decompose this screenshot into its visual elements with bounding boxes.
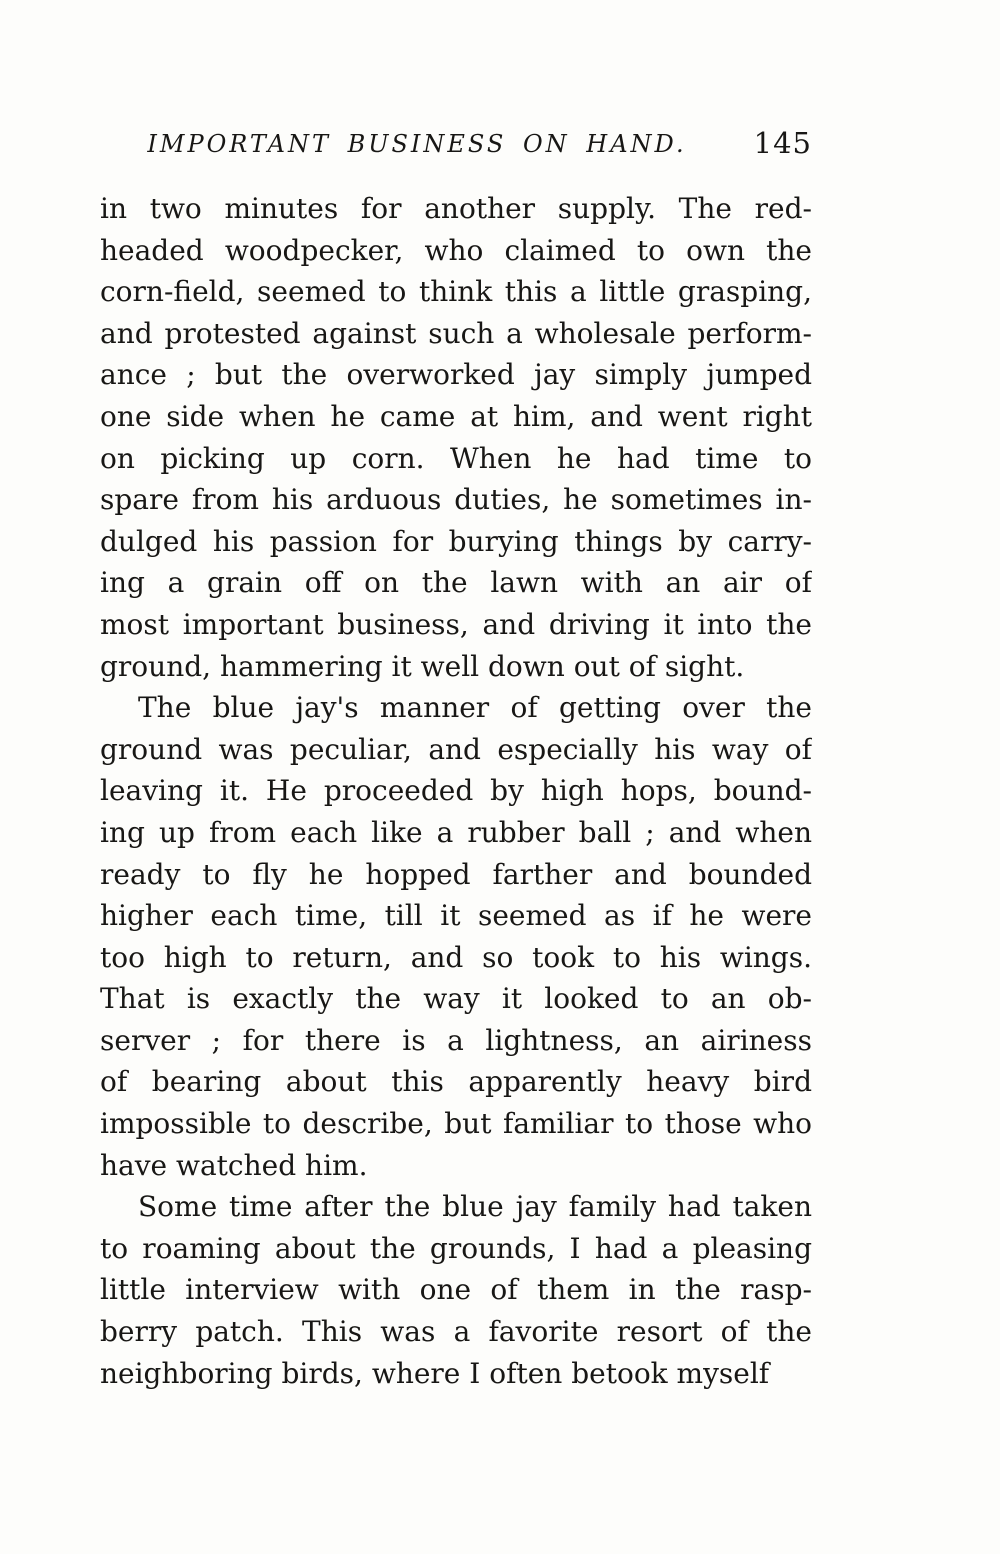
text-line: ready to fly he hopped farther and bounded [100,857,812,891]
text-line: headed woodpecker, who claimed to own the [100,233,812,267]
text-line: higher each time, till it seemed as if he were [100,899,812,933]
page-header [100,126,812,166]
text-line: Some time after the blue jay family had taken [138,1190,812,1224]
book-page [100,0,812,1394]
text-line: ground, hammering it well down out of sight. [100,649,745,683]
text-line: have watched him. [100,1148,368,1182]
text-line: dulged his passion for burying things by carry- [100,524,812,558]
text-line: too high to return, and so took to his wings. [100,940,812,974]
text-line: one side when he came at him, and went right [100,399,812,433]
page-body [100,188,812,1394]
text-line: neighboring birds, where I often betook myself [100,1356,770,1390]
text-line: leaving it. He proceeded by high hops, bound- [100,774,812,808]
text-line: impossible to describe, but familiar to those who [100,1107,812,1141]
text-line: and protested against such a wholesale perform- [100,316,812,350]
text-line: ground was peculiar, and especially his way of [100,732,812,766]
text-line: ance ; but the overworked jay simply jumped [100,358,812,392]
text-line: spare from his arduous duties, he sometimes in- [100,483,812,517]
text-line: server ; for there is a lightness, an airiness [100,1023,812,1057]
text-line: to roaming about the grounds, I had a pleasing [100,1231,812,1265]
text-line: The blue jay's manner of getting over the [138,691,812,725]
text-line: most important business, and driving it into the [100,607,812,641]
text-line: ing a grain off on the lawn with an air of [100,566,812,600]
running-head: IMPORTANT BUSINESS ON HAND. [147,130,687,158]
text-line: That is exactly the way it looked to an ob- [100,982,812,1016]
text-line: on picking up corn. When he had time to [100,441,812,475]
text-line: ing up from each like a rubber ball ; and when [100,815,812,849]
text-line: corn-field, seemed to think this a little grasping, [100,275,812,309]
page-number: 145 [753,126,812,160]
text-line: little interview with one of them in the rasp- [100,1273,812,1307]
text-line: of bearing about this apparently heavy bird [100,1065,812,1099]
text-line: berry patch. This was a favorite resort of the [100,1315,812,1349]
text-line: in two minutes for another supply. The red- [100,192,812,225]
